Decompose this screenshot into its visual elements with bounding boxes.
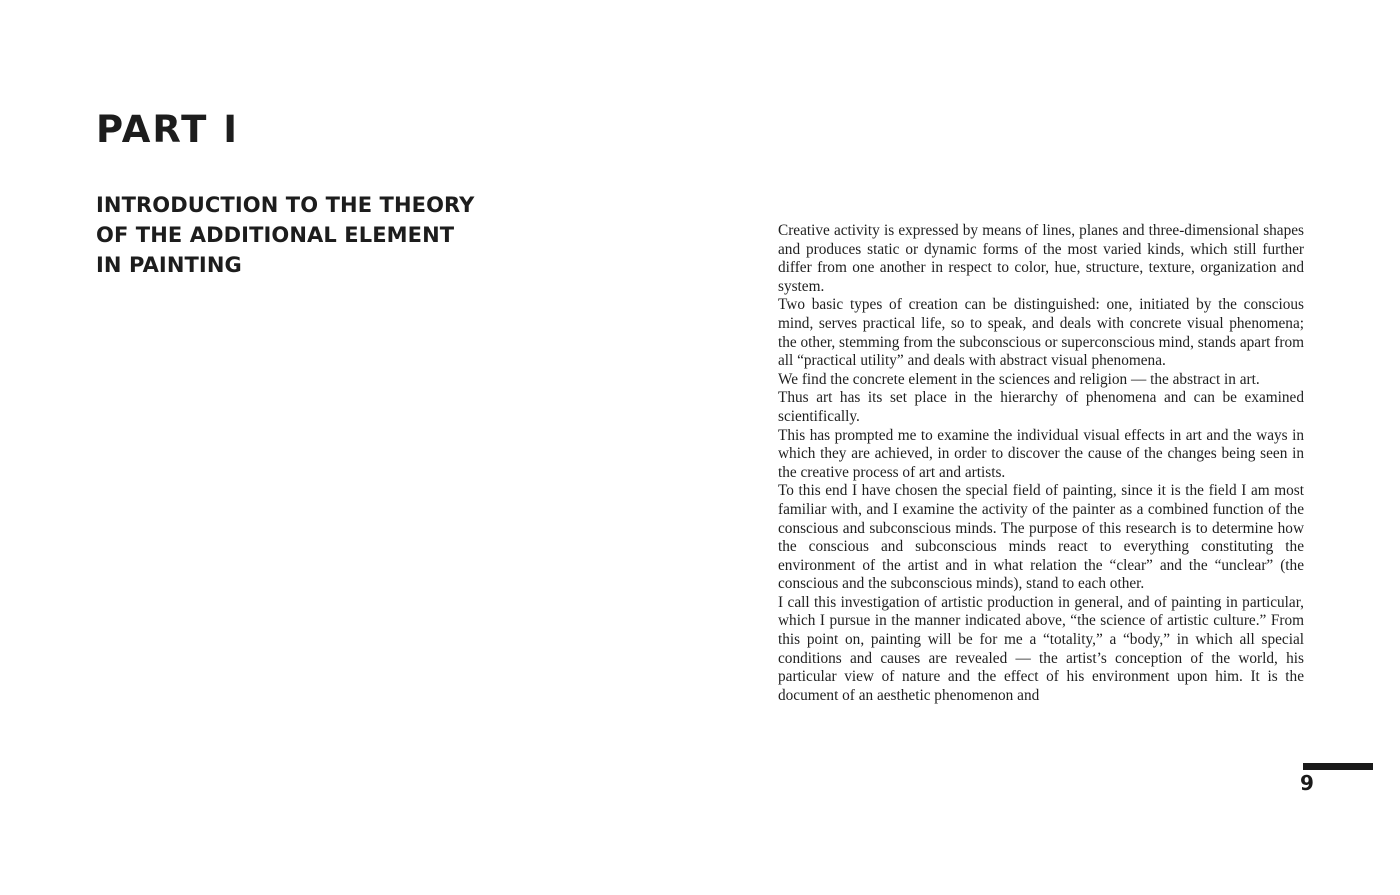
chapter-title-line: OF THE ADDITIONAL ELEMENT: [96, 223, 455, 247]
paragraph: This has prompted me to examine the individual visual effects in art and the ways in which they are achieved, in order to discover the cause of the changes being seen in the creative process of art and artists.: [778, 426, 1304, 481]
paragraph: Two basic types of creation can be distinguished: one, initiated by the conscious mind, serves practical life, so to speak, and deals with concrete visual phenomena; the other, stemming from the subconscious or superconscious mind, stands apart from all “practical utility” and deals with abstract visual phenomena.: [778, 296, 1304, 370]
paragraph: We find the concrete element in the sciences and religion — the abstract in art.: [778, 370, 1260, 388]
paragraph: I call this investigation of artistic production in general, and of painting in particular, which I pursue in the manner indicated above, “the science of artistic culture.” From this point on, painting will be for me a “totality,” a “body,” in which all special conditions and causes are revealed — the artist’s conception of the world, his particular view of nature and the effect of his environment upon him. It is the document of an aesthetic phenomenon and: [778, 593, 1304, 704]
chapter-title-line: INTRODUCTION TO THE THEORY: [96, 193, 475, 217]
page-number-rule: [1303, 763, 1373, 770]
part-title: PART I: [96, 108, 240, 151]
chapter-title-line: IN PAINTING: [96, 253, 242, 277]
paragraph: Thus art has its set place in the hierarchy of phenomena and can be examined scientifically.: [778, 389, 1304, 425]
page-number: 9: [1300, 771, 1314, 795]
body-text: [778, 222, 1304, 762]
paragraph: Creative activity is expressed by means of lines, planes and three-dimensional shapes and produces static or dynamic forms of the most varied kinds, which still further differ from one another in respect to color, hue, structure, texture, organization and system.: [778, 222, 1304, 295]
paragraph: To this end I have chosen the special field of painting, since it is the field I am most familiar with, and I examine the activity of the painter as a combined function of the conscious and subconscious minds. The purpose of this research is to determine how the conscious and subconscious minds react to everything constituting the environment of the artist and in what relation the “clear” and the “unclear” (the conscious and the subconscious minds), stand to each other.: [778, 482, 1304, 593]
chapter-title: [96, 190, 516, 280]
